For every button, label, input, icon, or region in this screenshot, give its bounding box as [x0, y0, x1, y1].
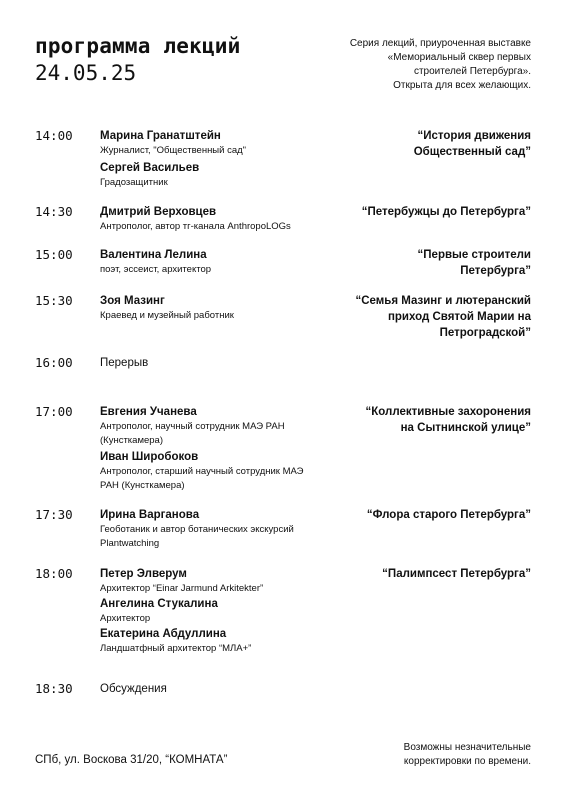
speaker-role: Архитектор — [100, 613, 151, 624]
speaker-role: Ландшатфный архитектор “МЛА+” — [100, 643, 252, 654]
topic-line: “Коллективные захоронения — [365, 406, 531, 418]
break-label — [100, 355, 340, 371]
intro-line: Открыта для всех желающих. — [393, 80, 531, 91]
lecture-topic — [311, 128, 531, 160]
lecture-topic — [311, 566, 531, 582]
topic-line: “Первые строители — [417, 249, 531, 261]
speaker-name: Валентина Лелина — [100, 249, 207, 261]
speaker-role: РАН (Кунсткамера) — [100, 480, 185, 491]
speaker-role: (Кунсткамера) — [100, 435, 163, 446]
schedule-note — [331, 741, 531, 769]
topic-line: “Семья Мазинг и лютеранский — [355, 295, 531, 307]
speaker-role: Градозащитник — [100, 177, 168, 188]
speaker-role: Антрополог, научный сотрудник МАЭ РАН — [100, 421, 285, 432]
discussion-text: Обсуждения — [100, 683, 167, 695]
speaker-name: Зоя Мазинг — [100, 295, 165, 307]
speaker-role: поэт, эссеист, архитектор — [100, 264, 212, 275]
speakers — [100, 293, 340, 323]
topic-line: на Сытнинской улице” — [400, 422, 531, 434]
lecture-topic — [311, 204, 531, 220]
speakers — [100, 566, 340, 656]
lecture-topic — [311, 507, 531, 523]
speaker-name: Петер Элверум — [100, 568, 187, 580]
discussion-label — [100, 681, 340, 697]
speaker-name: Ангелина Стукалина — [100, 598, 218, 610]
lecture-topic — [311, 404, 531, 436]
topic-line: “Палимпсест Петербурга” — [382, 568, 531, 580]
speaker-name: Иван Широбоков — [100, 451, 199, 463]
speaker-name: Сергей Васильев — [100, 162, 200, 174]
topic-line: “Петербужцы до Петербурга” — [361, 206, 531, 218]
speakers — [100, 507, 340, 551]
speaker-role: Геоботаник и автор ботанических экскурсий — [100, 524, 294, 535]
intro-text — [301, 37, 531, 93]
speaker-role: Архитектор “Einar Jarmund Arkitekter” — [100, 583, 264, 594]
slot-time: 14:00 — [35, 128, 73, 143]
intro-line: Серия лекций, приуроченная выставке — [349, 38, 531, 49]
break-text: Перерыв — [100, 357, 149, 369]
lecture-topic — [311, 293, 531, 341]
lecture-topic — [311, 247, 531, 279]
topic-line: “История движения — [417, 130, 531, 142]
intro-line: строителей Петербурга». — [413, 66, 531, 77]
speaker-name: Екатерина Абдуллина — [100, 628, 227, 640]
speaker-role: Антрополог, старший научный сотрудник МАЭ — [100, 466, 304, 477]
slot-time: 17:00 — [35, 404, 73, 419]
speaker-role: Plantwatching — [100, 538, 160, 549]
topic-line: Общественный сад” — [413, 146, 531, 158]
note-line: корректировки по времени. — [403, 756, 531, 767]
speakers — [100, 128, 340, 190]
topic-line: “Флора старого Петербурга” — [366, 509, 531, 521]
speaker-name: Марина Гранатштейн — [100, 130, 221, 142]
slot-time: 15:00 — [35, 247, 73, 262]
slot-time: 17:30 — [35, 507, 73, 522]
speaker-role: Журналист, "Общественный сад" — [100, 145, 247, 156]
speakers — [100, 247, 340, 277]
slot-time: 18:00 — [35, 566, 73, 581]
intro-line: «Мемориальный сквер первых — [387, 52, 531, 63]
topic-line: приход Святой Марии на — [387, 311, 531, 323]
speaker-role: Антрополог, автор тг-канала AnthropoLOGs — [100, 221, 291, 232]
speaker-name: Ирина Варганова — [100, 509, 200, 521]
speaker-role: Краевед и музейный работник — [100, 310, 234, 321]
slot-time: 14:30 — [35, 204, 73, 219]
program-title: программа лекций — [35, 34, 241, 58]
speakers — [100, 404, 340, 493]
venue-address: СПб, ул. Воскова 31/20, “КОМНАТА” — [35, 754, 228, 766]
speaker-name: Евгения Учанева — [100, 406, 197, 418]
topic-line: Петроградской” — [439, 327, 531, 339]
slot-time: 15:30 — [35, 293, 73, 308]
program-date: 24.05.25 — [35, 61, 137, 85]
slot-time: 16:00 — [35, 355, 73, 370]
slot-time: 18:30 — [35, 681, 73, 696]
speakers — [100, 204, 340, 234]
speaker-name: Дмитрий Верховцев — [100, 206, 217, 218]
note-line: Возможны незначительные — [403, 742, 531, 753]
topic-line: Петербурга” — [460, 265, 531, 277]
